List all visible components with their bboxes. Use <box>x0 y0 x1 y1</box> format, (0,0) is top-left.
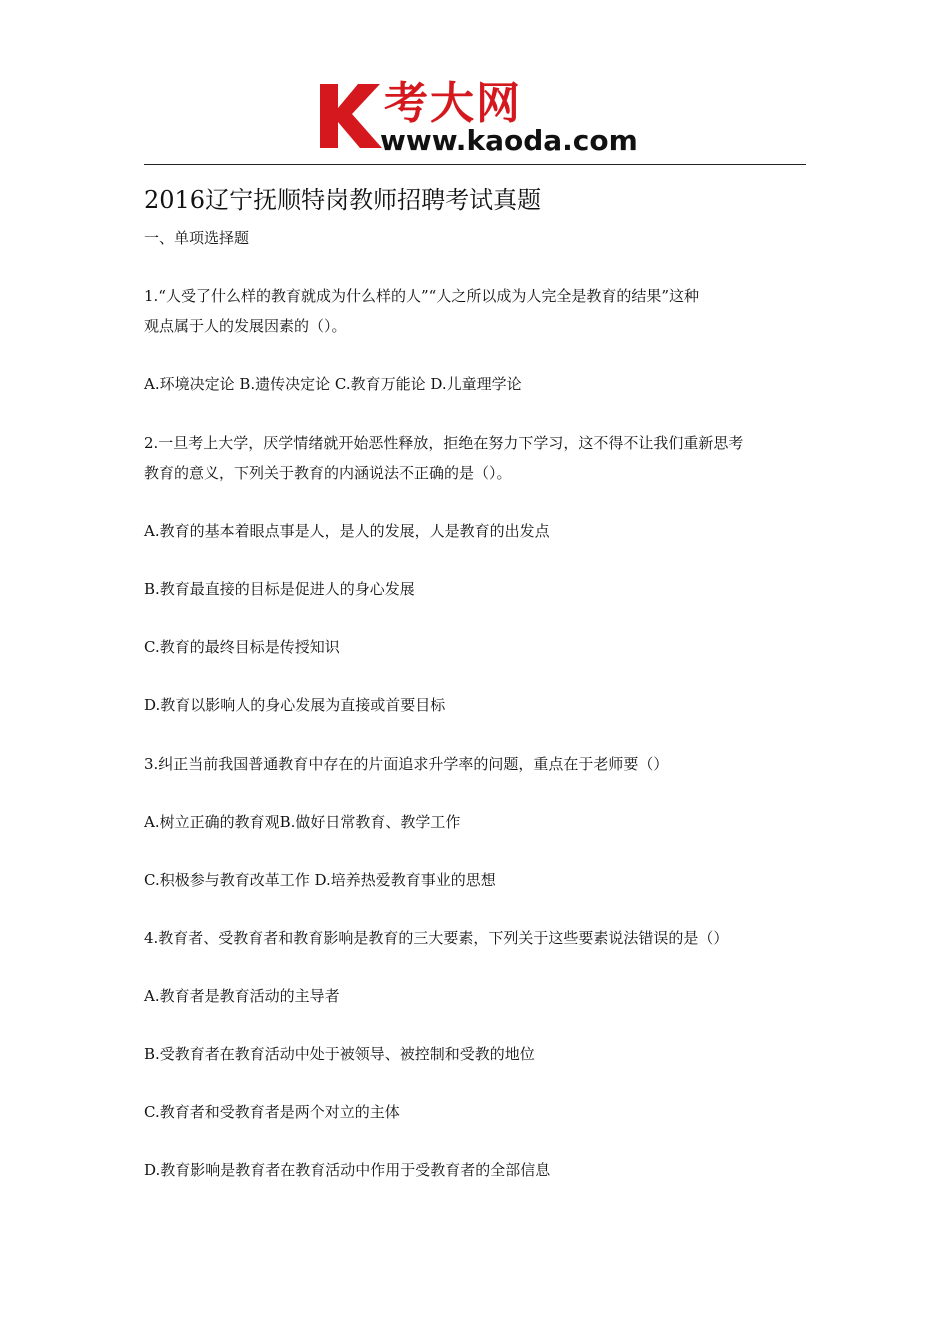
question-3-options-cd: C.积极参与教育改革工作 D.培养热爱教育事业的思想 <box>144 871 496 889</box>
question-4-option-a: A.教育者是教育活动的主导者 <box>144 987 340 1005</box>
question-4-option-d: D.教育影响是教育者在教育活动中作用于受教育者的全部信息 <box>144 1161 551 1179</box>
question-4-option-b: B.受教育者在教育活动中处于被领导、被控制和受教的地位 <box>144 1045 535 1063</box>
logo-k-icon <box>318 78 388 150</box>
kaoda-logo[interactable] <box>318 78 648 160</box>
question-2-line-2: 教育的意义，下列关于教育的内涵说法不正确的是（）。 <box>144 464 512 482</box>
question-4-line-1: 4.教育者、受教育者和教育影响是教育的三大要素，下列关于这些要素说法错误的是（） <box>144 929 729 947</box>
page-title: 2016辽宁抚顺特岗教师招聘考试真题 <box>144 186 542 214</box>
question-1-options: A.环境决定论 B.遗传决定论 C.教育万能论 D.儿童理学论 <box>144 375 522 393</box>
section-heading: 一、单项选择题 <box>144 229 250 247</box>
logo-url-text: www.kaoda.com <box>380 124 638 157</box>
logo-chinese-text: 考大网 <box>384 78 522 129</box>
question-2-option-d: D.教育以影响人的身心发展为直接或首要目标 <box>144 696 446 714</box>
question-2-option-c: C.教育的最终目标是传授知识 <box>144 638 340 656</box>
question-4-option-c: C.教育者和受教育者是两个对立的主体 <box>144 1103 400 1121</box>
question-3-line-1: 3.纠正当前我国普通教育中存在的片面追求升学率的问题，重点在于老师要（） <box>144 755 669 773</box>
header-divider <box>144 164 806 165</box>
question-3-options-ab: A.树立正确的教育观B.做好日常教育、教学工作 <box>144 813 461 831</box>
question-2-line-1: 2.一旦考上大学，厌学情绪就开始恶性释放，拒绝在努力下学习，这不得不让我们重新思考 <box>144 434 744 452</box>
question-1-line-2: 观点属于人的发展因素的（）。 <box>144 317 347 335</box>
question-1-line-1: 1.“人受了什么样的教育就成为什么样的人”“人之所以成为人完全是教育的结果”这种 <box>144 287 699 305</box>
question-2-option-a: A.教育的基本着眼点事是人，是人的发展，人是教育的出发点 <box>144 522 550 540</box>
question-2-option-b: B.教育最直接的目标是促进人的身心发展 <box>144 580 415 598</box>
